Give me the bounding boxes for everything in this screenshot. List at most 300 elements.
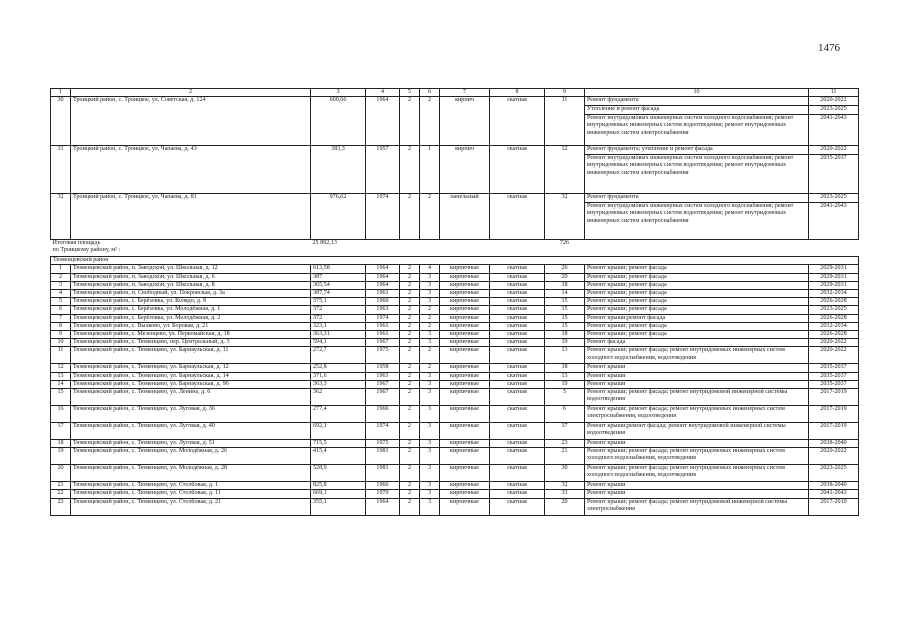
roof-type-cell: скатная [490, 380, 545, 388]
floors-cell: 2 [400, 290, 420, 298]
row-number: 7 [51, 314, 71, 322]
period-cell: 2026-2028 [809, 298, 859, 306]
wall-material-cell: кирпичные [440, 314, 490, 322]
quantity-cell: 5 [545, 389, 585, 406]
row-number: 21 [51, 482, 71, 490]
entrances-cell: 3 [420, 389, 440, 406]
total-quantity: 726 [559, 240, 570, 247]
floors-cell: 2 [400, 440, 420, 448]
entrances-cell: 2 [420, 306, 440, 314]
table-row [51, 372, 859, 380]
row-number: 2 [51, 273, 71, 281]
work-type-cell: Ремонт крыши; ремонт фасада [585, 322, 809, 330]
wall-material-cell: кирпичные [440, 423, 490, 440]
address-cell: Тюменцевский район, с. Тюменцево, ул. Луговая, д. 40 [71, 423, 311, 440]
work-type-cell: Ремонт крыши; ремонт фасада [585, 290, 809, 298]
address-cell: Тюменцевский район, с. Тюменцево, ул. Ленина, д. 6 [71, 389, 311, 406]
roof-type-cell: скатная [490, 448, 545, 465]
period-cell: 2017-2019 [809, 389, 859, 406]
quantity-cell: 19 [545, 339, 585, 347]
year-cell: 1975 [366, 347, 400, 364]
floors-cell: 2 [400, 97, 420, 146]
wall-material-cell: кирпич [440, 146, 490, 194]
entrances-cell: 3 [420, 482, 440, 490]
wall-material-cell: кирпичные [440, 265, 490, 273]
period-cell: 2029-2031 [809, 273, 859, 281]
year-cell: 1963 [366, 372, 400, 380]
address-cell: Троицкий район, с. Троицкое, ул. Чапаева, д. 81 [71, 194, 311, 240]
year-cell: 1961 [366, 322, 400, 330]
work-type-cell: Ремонт крыши;ремонт фасада [585, 314, 809, 322]
period-cell: 2023-2025 [809, 194, 859, 203]
entrances-cell: 3 [420, 298, 440, 306]
year-cell: 1981 [366, 448, 400, 465]
header-cell: 5 [400, 89, 420, 97]
entrances-cell: 3 [420, 498, 440, 515]
area-cell: 365,54 [311, 281, 366, 289]
wall-material-cell: кирпичные [440, 273, 490, 281]
entrances-cell: 4 [420, 265, 440, 273]
address-cell: Тюменцевский район, с. Тюменцево, ул. Барнаульская, д. 96 [71, 380, 311, 388]
year-cell: 1960 [366, 298, 400, 306]
work-type-cell: Ремонт крыши; ремонт фасада; ремонт внутридомовой инженерной системы водоотведения [585, 389, 809, 406]
district-row [51, 257, 859, 265]
floors-cell: 2 [400, 389, 420, 406]
area-cell: 715,5 [311, 440, 366, 448]
row-number: 1 [51, 265, 71, 273]
area-cell: 387 [311, 273, 366, 281]
address-cell: Тюменцевский район, с. Берёзовка, ул. Молодёжная, д. 1 [71, 306, 311, 314]
address-cell: Тюменцевский район, с. Тюменцево, ул. Молодёжная, д. 26 [71, 448, 311, 465]
work-type-cell: Ремонт крыши; ремонт фасада; ремонт внутридомовых инженерных систем электроснабжения, водоотведения [585, 406, 809, 423]
area-cell: 669,1 [311, 490, 366, 498]
address-cell: Тюменцевский район, с. Вылково, ул. Боровая, д. 21 [71, 322, 311, 330]
table-row [51, 423, 859, 440]
quantity-cell: 18 [545, 281, 585, 289]
period-cell: 2035-2037 [809, 380, 859, 388]
header-cell: 4 [366, 89, 400, 97]
quantity-cell: 23 [545, 440, 585, 448]
row-number: 10 [51, 339, 71, 347]
floors-cell: 2 [400, 465, 420, 482]
address-cell: Тюменцевский район, п. Заводской, ул. Школьная, д. 6 [71, 273, 311, 281]
area-cell: 277,4 [311, 406, 366, 423]
work-type-cell: Ремонт внутридомовых инженерных систем холодного водоснабжения; ремонт внутридомовых инженерных систем водоотведения; ремонт внутридомовых инженерных систем электроснабжения [585, 115, 809, 146]
wall-material-cell: кирпичные [440, 290, 490, 298]
period-cell: 2020-2022 [809, 97, 859, 106]
roof-type-cell: скатная [490, 465, 545, 482]
floors-cell: 2 [400, 273, 420, 281]
address-cell: Троицкий район, с. Троицкое, ул. Чапаева, д. 43 [71, 146, 311, 194]
wall-material-cell: кирпичные [440, 482, 490, 490]
roof-type-cell: скатная [490, 314, 545, 322]
address-cell: Тюменцевский район, с. Тюменцево, ул. Столбовая, д. 1 [71, 482, 311, 490]
row-number: 15 [51, 389, 71, 406]
period-cell: 2026-2028 [809, 331, 859, 339]
quantity-cell: 32 [545, 194, 585, 240]
area-cell: 692,1 [311, 423, 366, 440]
quantity-cell: 15 [545, 314, 585, 322]
year-cell: 1964 [366, 281, 400, 289]
period-cell: 2020-2022 [809, 339, 859, 347]
address-cell: Троицкий район, с. Троицкое, ул. Советская, д. 124 [71, 97, 311, 146]
work-type-cell: Ремонт крыши [585, 380, 809, 388]
period-cell: 2020-2022 [809, 448, 859, 465]
wall-material-cell: кирпичные [440, 406, 490, 423]
period-cell: 2020-2022 [809, 347, 859, 364]
table-row [51, 364, 859, 372]
period-cell: 2017-2019 [809, 498, 859, 515]
work-type-cell: Ремонт крыши [585, 490, 809, 498]
row-number: 14 [51, 380, 71, 388]
roof-type-cell: скатная [490, 290, 545, 298]
work-type-cell: Ремонт крыши; ремонт фасада; ремонт внутридомовой инженерной системы электроснабжения [585, 498, 809, 515]
quantity-cell: 13 [545, 347, 585, 364]
roof-type-cell: скатная [490, 322, 545, 330]
year-cell: 1974 [366, 423, 400, 440]
roof-type-cell: скатная [490, 331, 545, 339]
wall-material-cell: кирпичные [440, 306, 490, 314]
row-number: 31 [51, 146, 71, 194]
period-cell: 2041-2043 [809, 490, 859, 498]
address-cell: Тюменцевский район, с. Тюменцево, пер. Центральный, д. 3 [71, 339, 311, 347]
area-cell: 371,6 [311, 372, 366, 380]
entrances-cell: 2 [420, 194, 440, 240]
floors-cell: 2 [400, 314, 420, 322]
wall-material-cell: кирпичные [440, 389, 490, 406]
wall-material-cell: кирпичные [440, 465, 490, 482]
table-row [51, 146, 859, 155]
floors-cell: 2 [400, 146, 420, 194]
row-number: 30 [51, 97, 71, 146]
area-cell: 825,8 [311, 482, 366, 490]
area-cell: 323,1 [311, 322, 366, 330]
year-cell: 1967 [366, 389, 400, 406]
entrances-cell: 3 [420, 339, 440, 347]
area-cell: 387,74 [311, 290, 366, 298]
total-row [51, 240, 859, 257]
header-row [51, 89, 859, 97]
row-number: 20 [51, 465, 71, 482]
quantity-cell: 13 [545, 372, 585, 380]
table-row [51, 306, 859, 314]
quantity-cell: 15 [545, 298, 585, 306]
year-cell: 1964 [366, 273, 400, 281]
area-cell: 252,8 [311, 364, 366, 372]
table-row [51, 290, 859, 298]
roof-type-cell: скатная [490, 423, 545, 440]
year-cell: 1958 [366, 364, 400, 372]
floors-cell: 2 [400, 322, 420, 330]
table-row [51, 331, 859, 339]
wall-material-cell: панельный [440, 194, 490, 240]
roof-type-cell: скатная [490, 406, 545, 423]
roof-type-cell: скатная [490, 194, 545, 240]
work-type-cell: Ремонт крыши; ремонт фасада; ремонт внутридомовых инженерных систем холодного водоснабжения, водоотведения [585, 347, 809, 364]
period-cell: 2026-2028 [809, 314, 859, 322]
area-cell: 355,1 [311, 498, 366, 515]
row-number: 23 [51, 498, 71, 515]
row-number: 12 [51, 364, 71, 372]
period-cell: 2032-2034 [809, 290, 859, 298]
floors-cell: 2 [400, 448, 420, 465]
table-row [51, 465, 859, 482]
address-cell: Тюменцевский район, с. Берёзовка, ул. Колядо, д. 8 [71, 298, 311, 306]
roof-type-cell: скатная [490, 273, 545, 281]
table-row [51, 339, 859, 347]
entrances-cell: 3 [420, 406, 440, 423]
floors-cell: 2 [400, 490, 420, 498]
quantity-cell: 15 [545, 322, 585, 330]
entrances-cell: 3 [420, 465, 440, 482]
table-row [51, 281, 859, 289]
roof-type-cell: скатная [490, 482, 545, 490]
period-cell: 2035-2037 [809, 364, 859, 372]
work-type-cell: Ремонт крыши; ремонт фасада [585, 331, 809, 339]
work-type-cell: Ремонт фундамента [585, 97, 809, 106]
table-row [51, 347, 859, 364]
row-number: 18 [51, 440, 71, 448]
address-cell: Тюменцевский район, с. Тюменцево, ул. Молодёжная, д. 28 [71, 465, 311, 482]
period-cell: 2038-2040 [809, 482, 859, 490]
year-cell: 1981 [366, 465, 400, 482]
row-number: 32 [51, 194, 71, 240]
header-cell: 6 [420, 89, 440, 97]
entrances-cell: 2 [420, 97, 440, 146]
year-cell: 1970 [366, 490, 400, 498]
area-cell: 363,3 [311, 380, 366, 388]
wall-material-cell: кирпичные [440, 498, 490, 515]
wall-material-cell: кирпичные [440, 347, 490, 364]
period-cell: 2032-2034 [809, 322, 859, 330]
period-cell: 2017-2019 [809, 423, 859, 440]
year-cell: 1966 [366, 482, 400, 490]
floors-cell: 2 [400, 498, 420, 515]
roof-type-cell: скатная [490, 490, 545, 498]
address-cell: Тюменцевский район, с. Тюменцево, ул. Барнаульская, д. 11 [71, 347, 311, 364]
address-cell: Тюменцевский район, с. Тюменцево, ул. Столбовая, д. 11 [71, 490, 311, 498]
work-type-cell: Ремонт крыши; ремонт фасада; ремонт внутридомовых инженерных систем холодного водоснабжения, водоотведения [585, 465, 809, 482]
entrances-cell: 3 [420, 423, 440, 440]
address-cell: Тюменцевский район, с. Тюменцево, ул. Луговая, д. 36 [71, 406, 311, 423]
work-type-cell: Ремонт крыши [585, 482, 809, 490]
floors-cell: 2 [400, 281, 420, 289]
wall-material-cell: кирпичные [440, 372, 490, 380]
row-number: 6 [51, 306, 71, 314]
row-number: 16 [51, 406, 71, 423]
table-row [51, 194, 859, 203]
quantity-cell: 26 [545, 265, 585, 273]
floors-cell: 2 [400, 306, 420, 314]
table-row [51, 448, 859, 465]
address-cell: Тюменцевский район, с. Тюменцево, ул. Барнаульская, д. 14 [71, 372, 311, 380]
row-number: 22 [51, 490, 71, 498]
period-cell: 2035-2037 [809, 155, 859, 194]
work-type-cell: Ремонт крыши; ремонт фасада [585, 298, 809, 306]
wall-material-cell: кирпичные [440, 298, 490, 306]
year-cell: 1964 [366, 265, 400, 273]
work-type-cell: Ремонт фундамента [585, 194, 809, 203]
wall-material-cell: кирпичные [440, 322, 490, 330]
roof-type-cell: скатная [490, 265, 545, 273]
roof-type-cell: скатная [490, 440, 545, 448]
period-cell: 2023-2025 [809, 106, 859, 115]
year-cell: 1967 [366, 380, 400, 388]
year-cell: 1963 [366, 306, 400, 314]
period-cell: 2041-2043 [809, 115, 859, 146]
table-row [51, 490, 859, 498]
work-type-cell: Утепление и ремонт фасада [585, 106, 809, 115]
work-type-cell: Ремонт внутридомовых инженерных систем холодного водоснабжения; ремонт внутридомовых инженерных систем водоотведения; ремонт внутридомовых инженерных систем электроснабжения [585, 155, 809, 194]
work-type-cell: Ремонт крыши; ремонт фасада [585, 306, 809, 314]
area-cell: 415,4 [311, 448, 366, 465]
floors-cell: 2 [400, 194, 420, 240]
period-cell: 2029-2031 [809, 265, 859, 273]
repair-schedule-table [50, 88, 859, 516]
roof-type-cell: скатная [490, 347, 545, 364]
work-type-cell: Ремонт крыши; ремонт фасада; ремонт внутридомовых инженерных систем холодного водоснабжения, водоотведения [585, 448, 809, 465]
floors-cell: 2 [400, 298, 420, 306]
floors-cell: 2 [400, 372, 420, 380]
wall-material-cell: кирпичные [440, 440, 490, 448]
area-cell: 272,7 [311, 347, 366, 364]
area-cell: 372 [311, 314, 366, 322]
address-cell: Тюменцевский район, с. Тюменцево, ул. Барнаульская, д. 12 [71, 364, 311, 372]
floors-cell: 2 [400, 406, 420, 423]
area-cell: 375,1 [311, 298, 366, 306]
row-number: 19 [51, 448, 71, 465]
roof-type-cell: скатная [490, 372, 545, 380]
work-type-cell: Ремонт крыши [585, 372, 809, 380]
wall-material-cell: кирпичные [440, 364, 490, 372]
header-cell: 10 [585, 89, 809, 97]
floors-cell: 2 [400, 339, 420, 347]
table-row [51, 389, 859, 406]
floors-cell: 2 [400, 482, 420, 490]
row-number: 3 [51, 281, 71, 289]
floors-cell: 2 [400, 347, 420, 364]
quantity-cell: 18 [545, 364, 585, 372]
year-cell: 1961 [366, 290, 400, 298]
table-row [51, 97, 859, 106]
roof-type-cell: скатная [490, 389, 545, 406]
work-type-cell: Ремонт фундамента; утепление и ремонт фасада [585, 146, 809, 155]
district-name: Тюменцевский район [51, 257, 859, 265]
period-cell: 2035-2037 [809, 372, 859, 380]
quantity-cell: 19 [545, 380, 585, 388]
floors-cell: 2 [400, 423, 420, 440]
year-cell: 1957 [366, 146, 400, 194]
year-cell: 1961 [366, 331, 400, 339]
total-label: Итоговая площадь по Троицкому району, м² : [52, 240, 121, 254]
row-number: 4 [51, 290, 71, 298]
quantity-cell: 37 [545, 423, 585, 440]
table-row [51, 380, 859, 388]
period-cell: 2038-2040 [809, 440, 859, 448]
period-cell: 2017-2019 [809, 406, 859, 423]
entrances-cell: 3 [420, 440, 440, 448]
spacer [585, 240, 859, 257]
header-cell: 9 [545, 89, 585, 97]
address-cell: Тюменцевский район, п. Заводской, ул. Школьная, д. 8 [71, 281, 311, 289]
entrances-cell: 3 [420, 380, 440, 388]
quantity-cell: 33 [545, 490, 585, 498]
page-number: 1476 [818, 42, 840, 54]
work-type-cell: Ремонт крыши; ремонт фасада [585, 265, 809, 273]
work-type-cell: Ремонт внутридомовых инженерных систем холодного водоснабжения; ремонт внутридомовых инженерных систем водоотведения; ремонт внутридомовых инженерных систем электроснабжения [585, 203, 809, 240]
entrances-cell: 3 [420, 448, 440, 465]
wall-material-cell: кирпич [440, 97, 490, 146]
floors-cell: 2 [400, 265, 420, 273]
table-row [51, 273, 859, 281]
entrances-cell: 3 [420, 273, 440, 281]
quantity-cell: 14 [545, 290, 585, 298]
year-cell: 1964 [366, 97, 400, 146]
area-cell: 383,3 [311, 146, 366, 194]
year-cell: 1967 [366, 339, 400, 347]
header-cell: 1 [51, 89, 71, 97]
entrances-cell: 1 [420, 146, 440, 194]
period-cell: 2023-2025 [809, 306, 859, 314]
area-cell: 613,58 [311, 265, 366, 273]
entrances-cell: 3 [420, 490, 440, 498]
table-row [51, 440, 859, 448]
address-cell: Тюменцевский район, с. Тюменцево, ул. Луговая, д. 51 [71, 440, 311, 448]
roof-type-cell: скатная [490, 146, 545, 194]
period-cell: 2023-2025 [809, 465, 859, 482]
spacer [366, 240, 545, 257]
address-cell: Тюменцевский район, с. Берёзовка, ул. Молодёжная, д. 2 [71, 314, 311, 322]
roof-type-cell: скатная [490, 306, 545, 314]
roof-type-cell: скатная [490, 298, 545, 306]
period-cell: 2020-2022 [809, 146, 859, 155]
roof-type-cell: скатная [490, 339, 545, 347]
entrances-cell: 3 [420, 281, 440, 289]
table-row [51, 498, 859, 515]
floors-cell: 2 [400, 380, 420, 388]
row-number: 8 [51, 322, 71, 330]
area-cell: 976,62 [311, 194, 366, 240]
quantity-cell: 12 [545, 146, 585, 194]
row-number: 17 [51, 423, 71, 440]
work-type-cell: Ремонт фасада [585, 339, 809, 347]
period-cell: 2029-2031 [809, 281, 859, 289]
wall-material-cell: кирпичные [440, 490, 490, 498]
quantity-cell: 11 [545, 97, 585, 146]
roof-type-cell: скатная [490, 498, 545, 515]
year-cell: 1964 [366, 498, 400, 515]
row-number: 5 [51, 298, 71, 306]
row-number: 9 [51, 331, 71, 339]
table-row [51, 322, 859, 330]
address-cell: Тюменцевский район, с. Мезенцево, ул. Первомайская, д. 18 [71, 331, 311, 339]
work-type-cell: Ремонт крыши; ремонт фасада [585, 281, 809, 289]
area-cell: 594,1 [311, 339, 366, 347]
year-cell: 1974 [366, 314, 400, 322]
quantity-cell: 32 [545, 482, 585, 490]
entrances-cell: 3 [420, 290, 440, 298]
total-area: 25 892,13 [312, 240, 337, 247]
entrances-cell: 2 [420, 322, 440, 330]
year-cell: 1966 [366, 406, 400, 423]
header-cell: 11 [809, 89, 859, 97]
wall-material-cell: кирпичные [440, 448, 490, 465]
area-cell: 372 [311, 306, 366, 314]
quantity-cell: 18 [545, 331, 585, 339]
row-number: 11 [51, 347, 71, 364]
quantity-cell: 21 [545, 448, 585, 465]
entrances-cell: 3 [420, 331, 440, 339]
